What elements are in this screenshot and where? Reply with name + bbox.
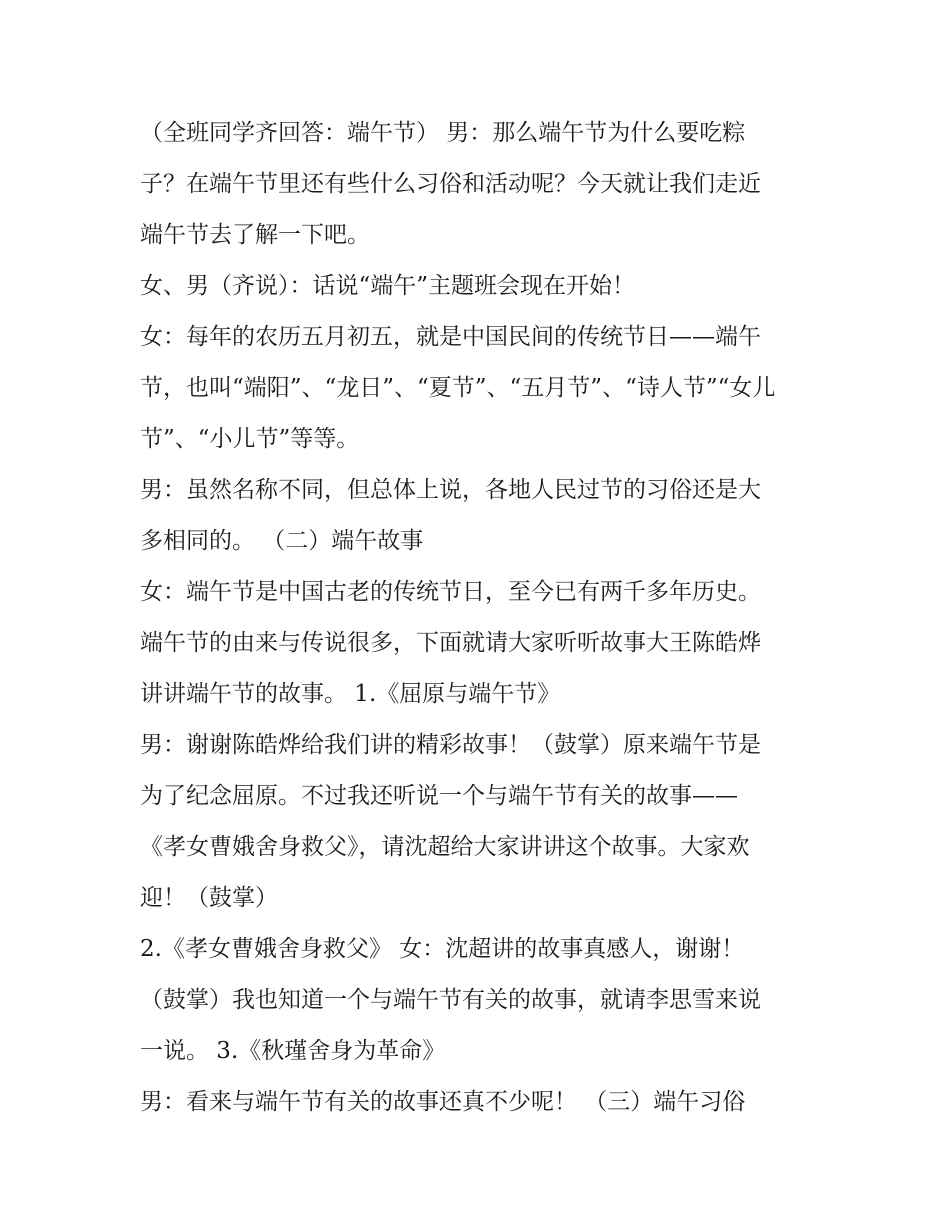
text-line: （鼓掌）我也知道一个与端午节有关的故事，就请李思雪来说: [140, 987, 761, 1013]
text-line: 节”、“小儿节”等等。: [140, 426, 360, 452]
text-line: 子？在端午节里还有些什么习俗和活动呢？今天就让我们走近: [140, 171, 761, 197]
text-line: （全班同学齐回答：端午节） 男：那么端午节为什么要吃粽: [140, 120, 746, 146]
text-line: 男：虽然名称不同，但总体上说，各地人民过节的习俗还是大: [140, 477, 761, 503]
text-line: 为了纪念屈原。不过我还听说一个与端午节有关的故事——: [140, 783, 738, 809]
body-text: [140, 108, 820, 1128]
text-line: 女：每年的农历五月初五，就是中国民间的传统节日——端午: [140, 324, 761, 350]
text-line: 端午节去了解一下吧。: [140, 222, 370, 248]
text-line: 端午节的由来与传说很多，下面就请大家听听故事大王陈皓烨: [140, 630, 761, 656]
text-line: 多相同的。 （二）端午故事: [140, 528, 424, 554]
text-line: 2.《孝女曹娥舍身救父》 女：沈超讲的故事真感人，谢谢！: [140, 936, 745, 962]
text-line: 女、男（齐说）：话说“端午”主题班会现在开始！: [140, 273, 636, 299]
text-line: 迎！（鼓掌）: [140, 885, 278, 911]
text-line: 节，也叫“端阳”、“龙日”、“夏节”、“五月节”、“诗人节”“女儿: [140, 375, 776, 401]
text-line: 一说。 3.《秋瑾舍身为革命》: [140, 1038, 446, 1064]
text-line: 《孝女曹娥舍身救父》，请沈超给大家讲讲这个故事。大家欢: [140, 834, 750, 860]
text-line: 女：端午节是中国古老的传统节日，至今已有两千多年历史。: [140, 579, 761, 605]
text-line: 讲讲端午节的故事。 1.《屈原与端午节》: [140, 681, 561, 707]
text-line: 男：谢谢陈皓烨给我们讲的精彩故事！（鼓掌）原来端午节是: [140, 732, 761, 758]
text-line: 男：看来与端午节有关的故事还真不少呢！ （三）端午习俗: [140, 1089, 746, 1115]
